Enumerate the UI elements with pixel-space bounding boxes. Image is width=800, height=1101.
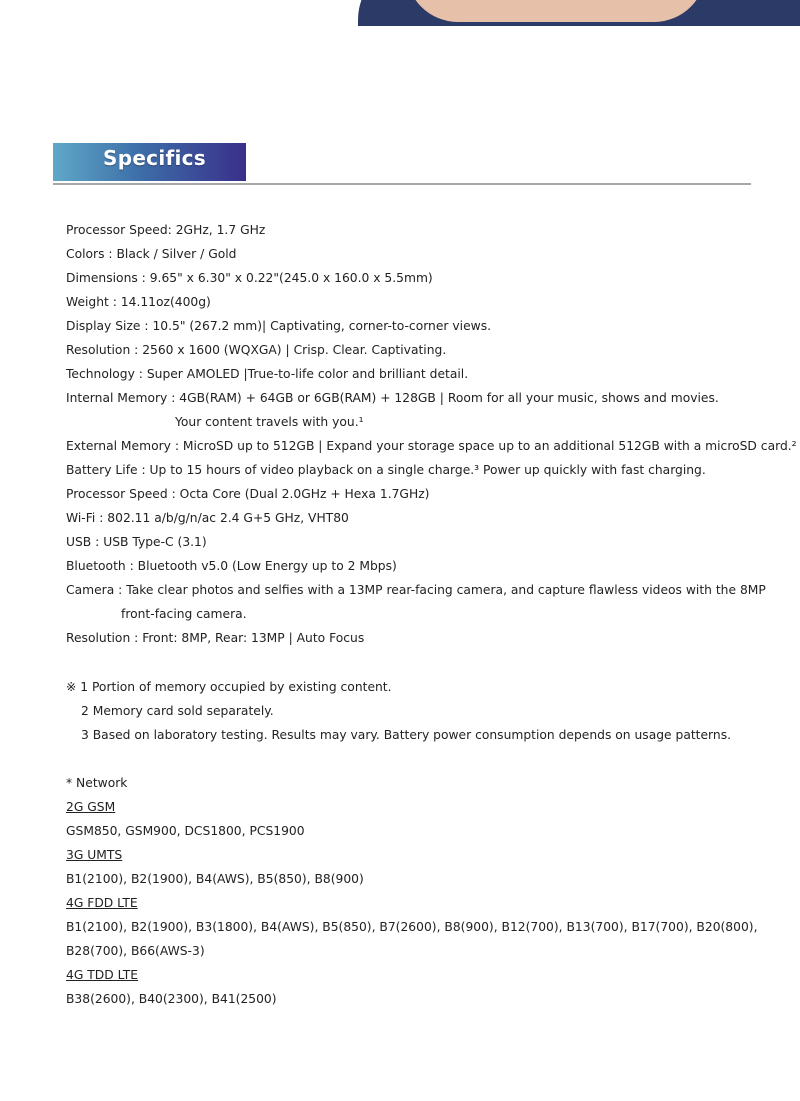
- hero-photo-crop: [358, 0, 800, 26]
- hero-skin-shape: [406, 0, 706, 22]
- network-bands-4g-tdd-lte: B38(2600), B40(2300), B41(2500): [66, 992, 277, 1006]
- spec-line-camera: Camera : Take clear photos and selfies with a 13MP rear-facing camera, and capture flawless videos with the 8MP: [66, 583, 766, 597]
- spec-line-weight: Weight : 14.11oz(400g): [66, 295, 211, 309]
- spec-line-technology: Technology : Super AMOLED |True-to-life color and brilliant detail.: [66, 367, 469, 381]
- note-line-2: 2 Memory card sold separately.: [81, 704, 274, 718]
- spec-line-camera-cont: front-facing camera.: [121, 607, 247, 621]
- note-line-3: 3 Based on laboratory testing. Results may vary. Battery power consumption depends on usage patterns.: [81, 728, 732, 742]
- spec-line-processor-cores: Processor Speed : Octa Core (Dual 2.0GHz + Hexa 1.7GHz): [66, 487, 430, 501]
- network-heading-4g-fdd-lte: 4G FDD LTE: [66, 896, 138, 910]
- spec-line-battery-life: Battery Life : Up to 15 hours of video playback on a single charge.³ Power up quickly with fast charging.: [66, 463, 706, 477]
- spec-line-camera-resolution: Resolution : Front: 8MP, Rear: 13MP | Auto Focus: [66, 631, 365, 645]
- specifics-banner: [53, 143, 246, 181]
- section-title: Specifics: [103, 146, 207, 170]
- spacer: [66, 747, 766, 771]
- spec-line-internal-memory-cont: Your content travels with you.¹: [175, 415, 364, 429]
- network-bands-4g-fdd-lte-cont: B28(700), B66(AWS-3): [66, 944, 205, 958]
- network-bands-2g-gsm: GSM850, GSM900, DCS1800, PCS1900: [66, 824, 305, 838]
- spec-line-processor-speed: Processor Speed: 2GHz, 1.7 GHz: [66, 223, 266, 237]
- spec-content: [66, 218, 797, 1011]
- spec-line-internal-memory: Internal Memory : 4GB(RAM) + 64GB or 6GB(RAM) + 128GB | Room for all your music, shows and movies.: [66, 391, 719, 405]
- spec-line-dimensions: Dimensions : 9.65" x 6.30" x 0.22"(245.0 x 160.0 x 5.5mm): [66, 271, 433, 285]
- network-heading-2g-gsm: 2G GSM: [66, 800, 116, 814]
- network-bands-4g-fdd-lte: B1(2100), B2(1900), B3(1800), B4(AWS), B5(850), B7(2600), B8(900), B12(700), B13(700), B17(700), B20(800),: [66, 920, 758, 934]
- spacer: [66, 650, 766, 675]
- network-heading-4g-tdd-lte: 4G TDD LTE: [66, 968, 139, 982]
- section-divider: [53, 183, 751, 185]
- network-title: * Network: [66, 776, 128, 790]
- spec-line-external-memory: External Memory : MicroSD up to 512GB | Expand your storage space up to an additional 512GB with a microSD card.²: [66, 439, 797, 453]
- spec-line-display-size: Display Size : 10.5" (267.2 mm)| Captivating, corner-to-corner views.: [66, 319, 492, 333]
- spec-line-resolution: Resolution : 2560 x 1600 (WQXGA) | Crisp. Clear. Captivating.: [66, 343, 447, 357]
- network-heading-3g-umts: 3G UMTS: [66, 848, 123, 862]
- note-line-1: ※ 1 Portion of memory occupied by existing content.: [66, 680, 392, 694]
- spec-line-colors: Colors : Black / Silver / Gold: [66, 247, 237, 261]
- spec-line-bluetooth: Bluetooth : Bluetooth v5.0 (Low Energy up to 2 Mbps): [66, 559, 397, 573]
- network-bands-3g-umts: B1(2100), B2(1900), B4(AWS), B5(850), B8(900): [66, 872, 364, 886]
- spec-line-usb: USB : USB Type-C (3.1): [66, 535, 207, 549]
- spec-line-wifi: Wi-Fi : 802.11 a/b/g/n/ac 2.4 G+5 GHz, VHT80: [66, 511, 349, 525]
